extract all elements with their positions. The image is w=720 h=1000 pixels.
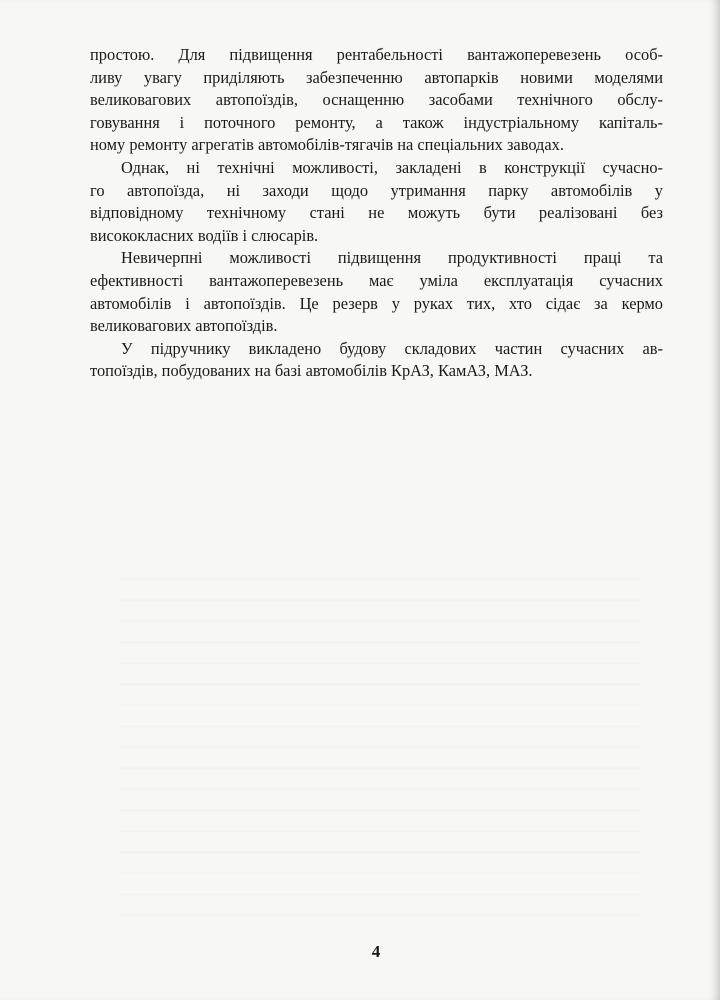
text-line: великовагових автопоїздів.	[90, 316, 278, 336]
text-line: великовагових автопоїздів, оснащенню засобами технічного обслу-	[90, 90, 663, 110]
text-line: автомобілів і автопоїздів. Це резерв у руках тих, хто сідає за кермо	[90, 293, 663, 313]
text-line: ному ремонту агрегатів автомобілів-тягачів на спеціальних заводах.	[90, 135, 564, 155]
text-line: висококласних водіїв і слюсарів.	[90, 225, 319, 245]
text-line: простою. Для підвищення рентабельності вантажоперевезень особ-	[90, 45, 663, 64]
text-line: ефективності вантажоперевезень має уміла експлуатація сучасних	[90, 270, 663, 290]
text-line: топоїздів, побудованих на базі автомобілів КрАЗ, КамАЗ, МАЗ.	[90, 361, 533, 381]
text-line: ливу увагу приділяють забезпеченню автопарків новими моделями	[90, 67, 663, 87]
text-line: У підручнику викладено будову складових частин сучасних ав-	[121, 338, 663, 358]
text-line: го автопоїзда, ні заходи щодо утримання парку автомобілів у	[90, 180, 663, 200]
page-number: 4	[371, 942, 381, 961]
body-text	[90, 44, 663, 383]
show-through-texture	[120, 560, 640, 920]
text-line: Однак, ні технічні можливості, закладені в конструкції сучасно-	[121, 157, 663, 177]
text-line: говування і поточного ремонту, а також індустріальному капіталь-	[90, 112, 663, 132]
text-line: Невичерпні можливості підвищення продуктивності праці та	[121, 248, 663, 268]
text-line: відповідному технічному стані не можуть бути реалізовані без	[90, 203, 663, 223]
